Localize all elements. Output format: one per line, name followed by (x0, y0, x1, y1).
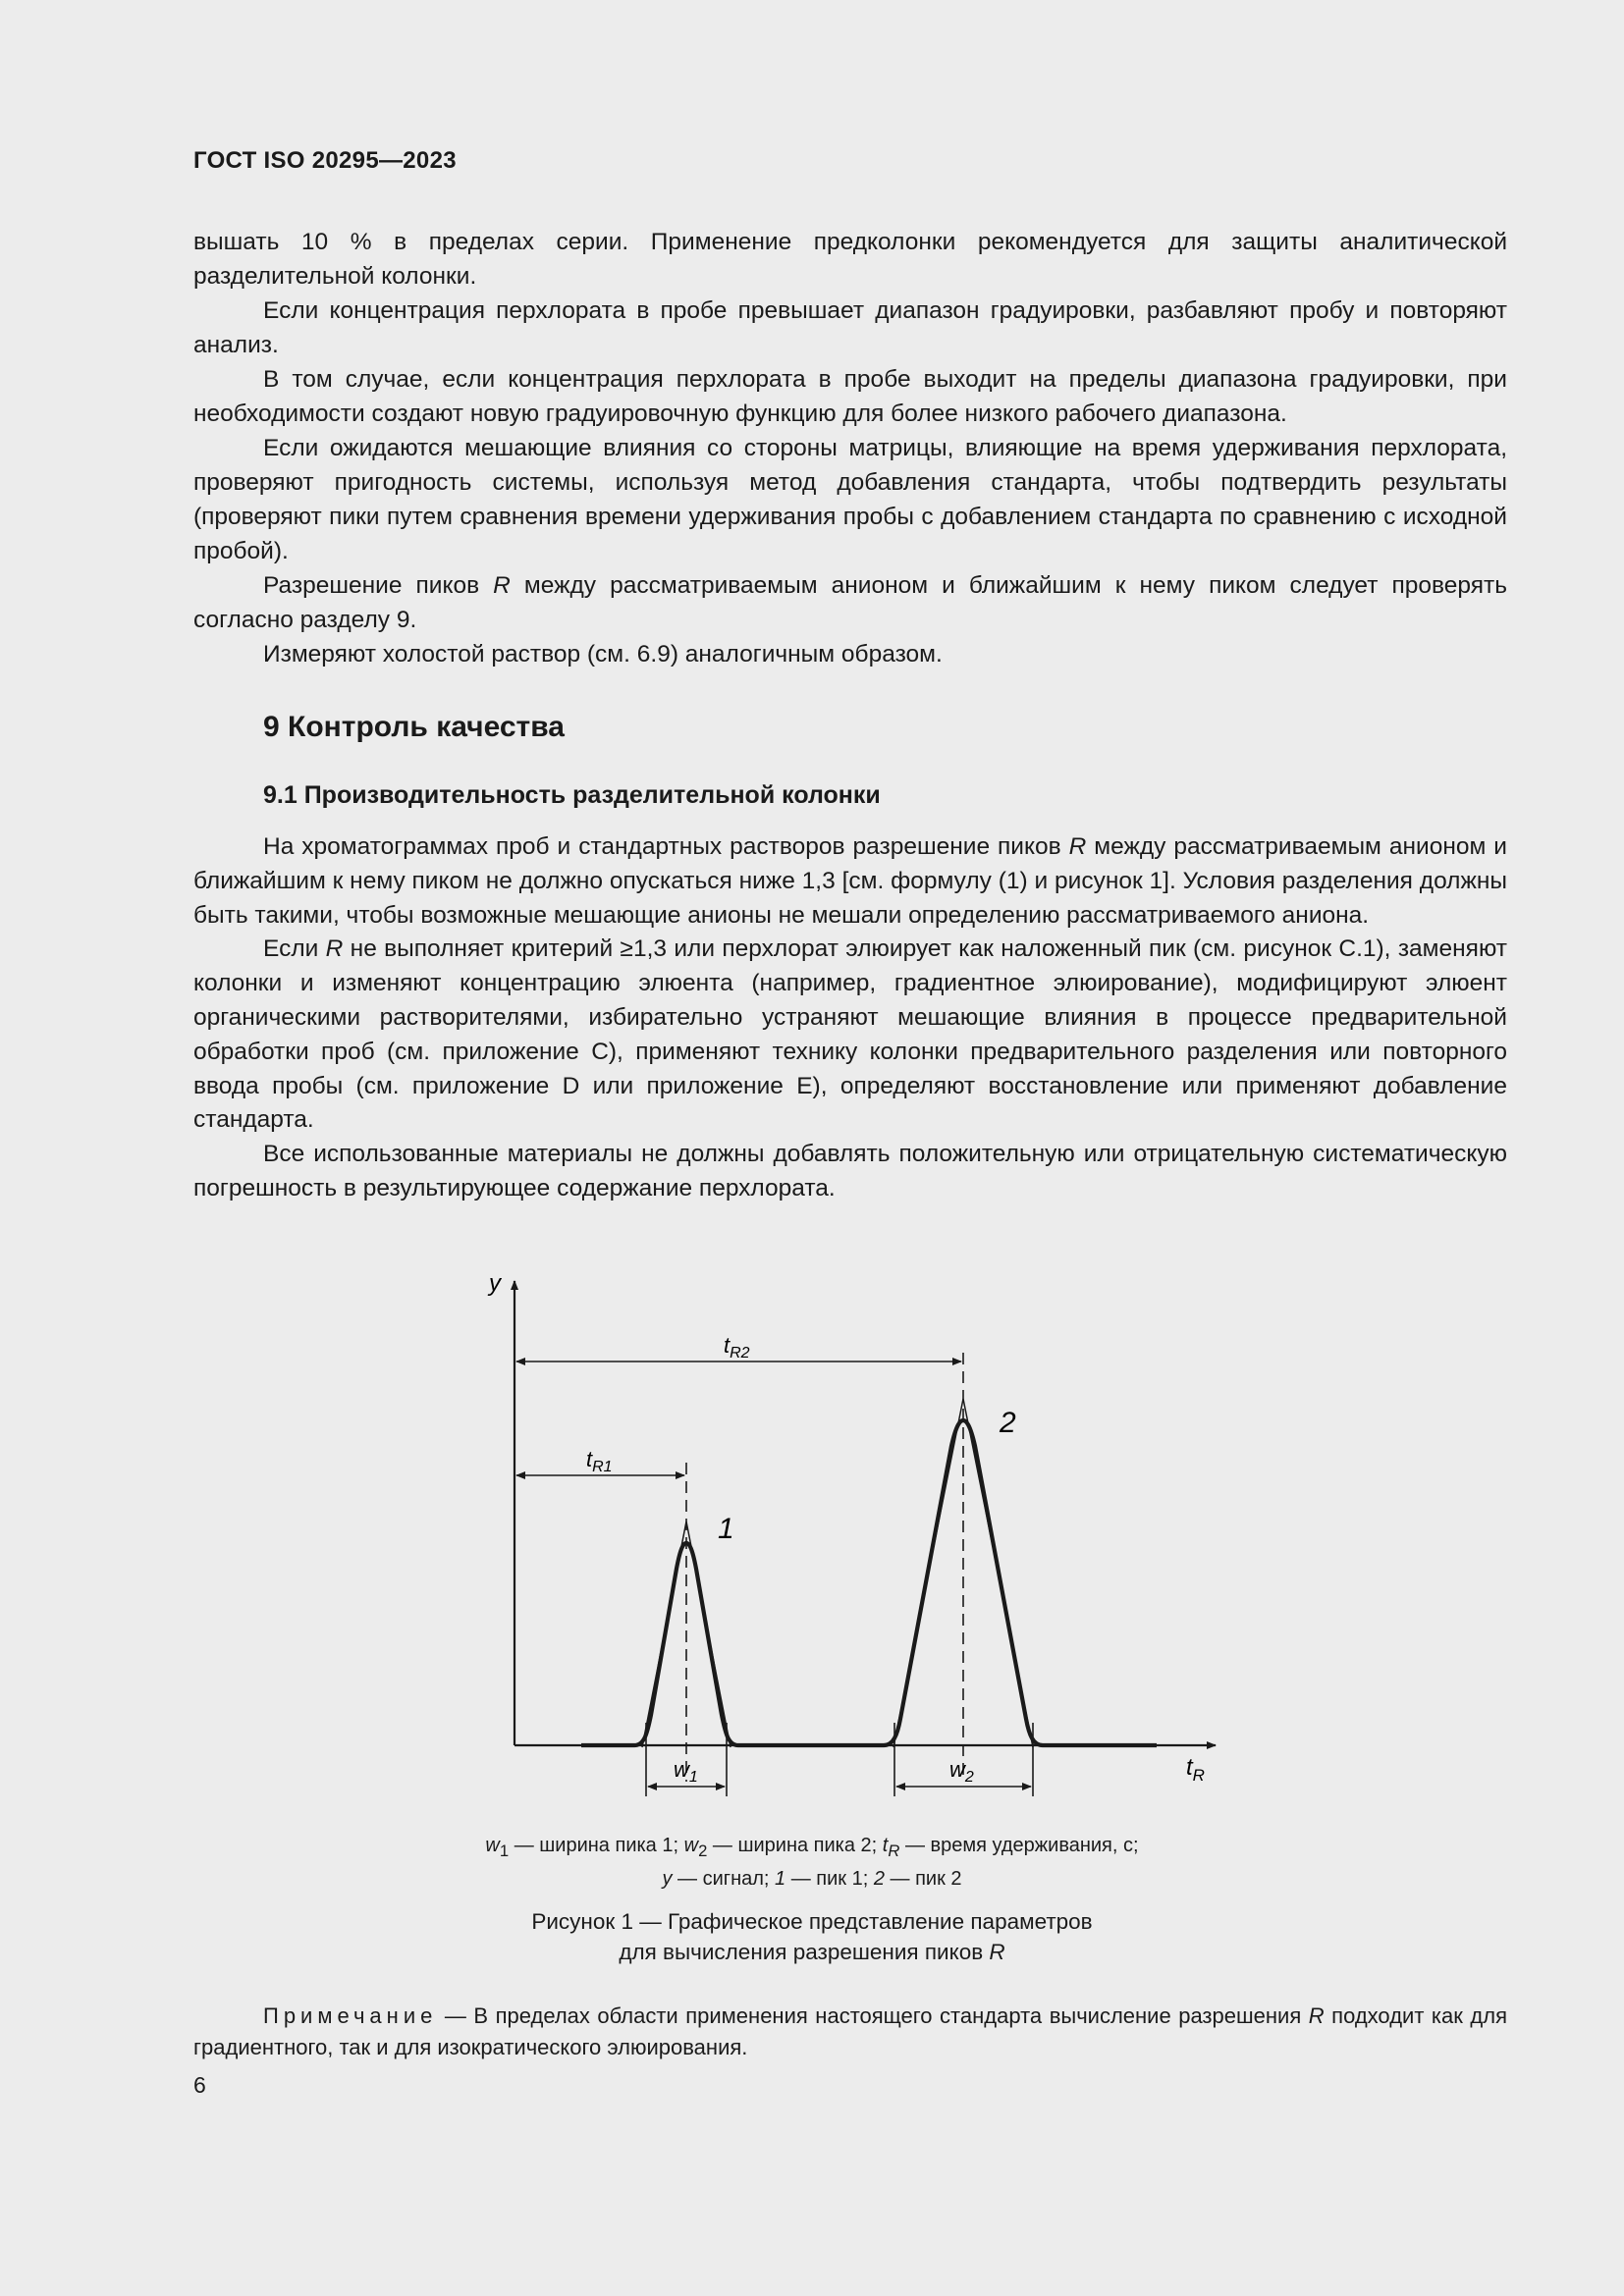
caption-line-1: Рисунок 1 — Графическое представление параметров (531, 1909, 1093, 1934)
body-text-bottom (193, 830, 1507, 1206)
figure-legend (295, 1832, 1329, 1893)
chromatogram-signal (581, 1420, 1157, 1745)
paragraph: Разрешение пиков R между рассматриваемым анионом и ближайшим к нему пиком следует проверять согласно разделу 9. (193, 572, 1507, 633)
note: Примечание — В пределах области применения настоящего стандарта вычисление разрешения R подходит как для градиентного, так и для изократического элюирования. (193, 2003, 1507, 2059)
w2-label: $w_2$ (949, 1757, 974, 1786)
w1-label: $w_1$ (674, 1757, 698, 1786)
paragraph: вышать 10 % в пределах серии. Применение предколонки рекомендуется для защиты аналитической разделительной колонки. (193, 229, 1507, 290)
paragraph: Если концентрация перхлората в пробе превышает диапазон градуировки, разбавляют пробу и повторяют анализ. (193, 297, 1507, 358)
tR1-label: $t_{R1}$ (586, 1447, 613, 1475)
legend-line-2: y — сигнал; 1 — пик 1; 2 — пик 2 (662, 1868, 962, 1890)
paragraph: В том случае, если концентрация перхлората в пробе выходит на пределы диапазона градуировки, при необходимости создают новую градуировочную функцию для более низкого рабочего диапазона. (193, 366, 1507, 427)
document-header: ГОСТ ISO 20295—2023 (193, 147, 457, 174)
y-axis-label: y (489, 1270, 501, 1297)
paragraph: Измеряют холостой раствор (см. 6.9) аналогичным образом. (263, 641, 943, 667)
chromatogram-figure (452, 1261, 1237, 1811)
body-text-top (193, 225, 1507, 671)
paragraph: Если R не выполняет критерий ≥1,3 или перхлорат элюирует как наложенный пик (см. рисунок С.1), заменяют колонки и изменяют концентрацию элюента (например, градиентное элюирование), модифицируют элюент органическими растворителями, избирательно устраняют мешающие влияния в процессе предварительной обработки проб (см. приложение С), применяют технику колонки предварительного разделения или повторного ввода пробы (см. приложение D или приложение E), определяют восстановление или применяют добавление стандарта. (193, 935, 1508, 1134)
figure-caption (295, 1906, 1329, 1967)
paragraph: На хроматограммах проб и стандартных растворов разрешение пиков R между рассматриваемым анионом и ближайшим к нему пиком не должно опускаться ниже 1,3 [см. формулу (1) и рисунок 1]. Условия разделения должны быть такими, чтобы возможные мешающие анионы не мешали определению рассматриваемого аниона. (193, 833, 1507, 929)
page-number: 6 (193, 2072, 206, 2098)
x-axis-label: $t_R$ (1186, 1754, 1205, 1785)
paragraph: Если ожидаются мешающие влияния со стороны матрицы, влияющие на время удерживания перхлората, проверяют пригодность системы, используя метод добавления стандарта, чтобы подтвердить результаты (проверяют пики путем сравнения времени удерживания пробы с добавлением стандарта по сравнению с исходной пробой). (193, 435, 1507, 564)
legend-line-1: $w_1$ — ширина пика 1; $w_2$ — ширина пика 2; $t_R$ — время удерживания, с; (485, 1835, 1139, 1860)
caption-line-2: для вычисления разрешения пиков R (619, 1940, 1005, 1964)
subsection-heading: 9.1 Производительность разделительной колонки (263, 781, 881, 809)
section-heading: 9 Контроль качества (263, 711, 565, 743)
note-label: Примечание (263, 2003, 438, 2028)
paragraph: Все использованные материалы не должны добавлять положительную или отрицательную систематическую погрешность в результирующее содержание перхлората. (193, 1141, 1507, 1201)
peak2-label: 2 (1000, 1407, 1016, 1439)
tR2-label: $t_{R2}$ (724, 1333, 750, 1362)
peak1-label: 1 (718, 1513, 734, 1545)
